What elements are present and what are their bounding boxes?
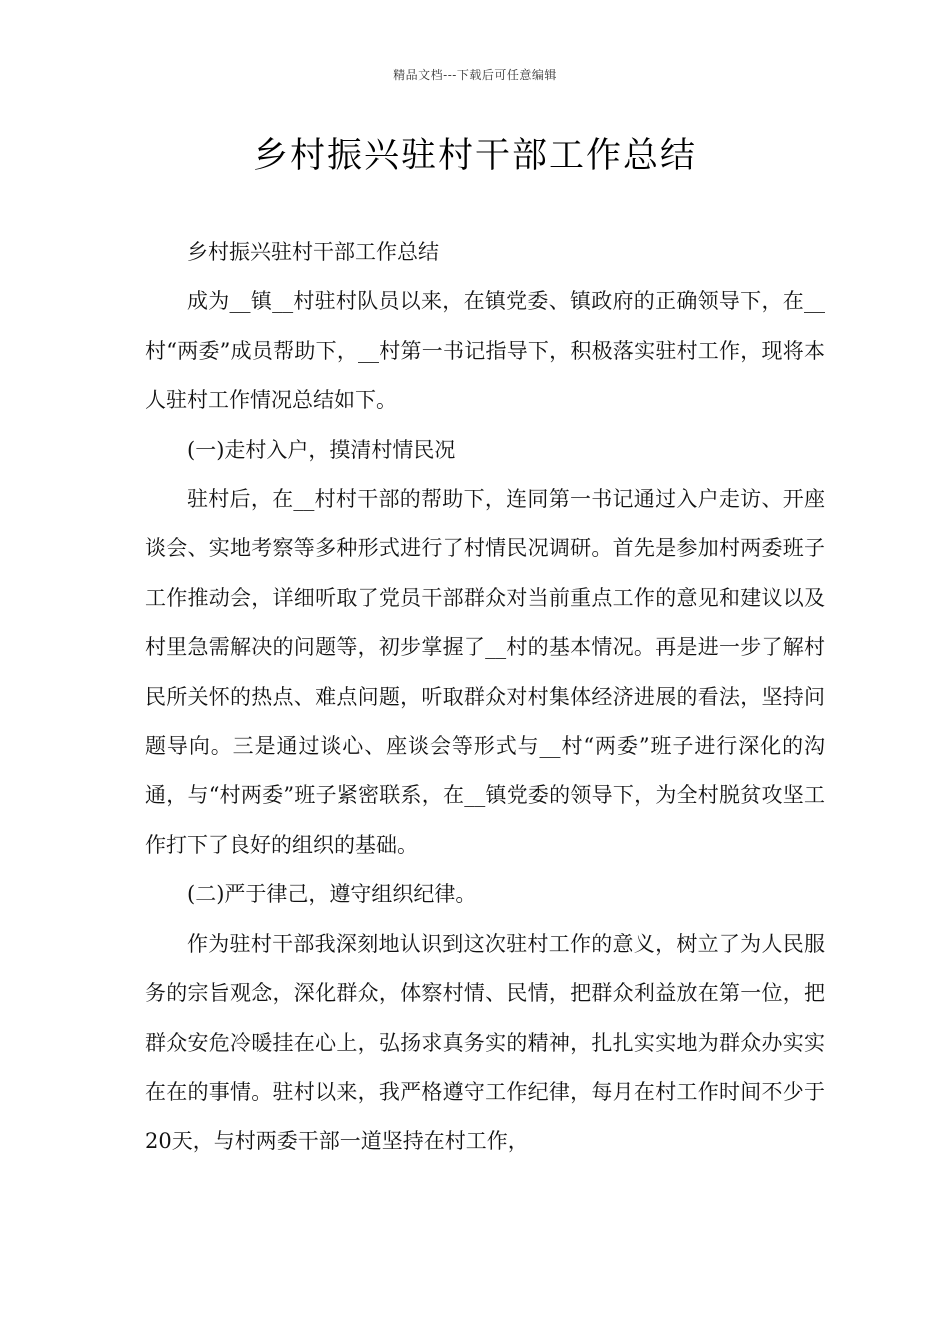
paragraph-section-1: 驻村后，在__村村干部的帮助下，连同第一书记通过入户走访、开座谈会、实地考察等多种形式进行了村情民况调研。首先是参加村两委班子工作推动会，详细听取了党员干部群众对当前重点工作的意见和建议以及村里急需解决的问题等，初步掌握了__村的基本情况。再是进一步了解村民所关怀的热点、难点问题，听取群众对村集体经济进展的看法，坚持问题导向。三是通过谈心、座谈会等形式与__村“两委”班子进行深化的沟通，与“村两委”班子紧密联系，在__镇党委的领导下，为全村脱贫攻坚工作打下了良好的组织的基础。 xyxy=(145,487,825,857)
document-title: 乡村振兴驻村干部工作总结 xyxy=(252,136,697,176)
paragraph-subtitle: 乡村振兴驻村干部工作总结 xyxy=(187,240,439,264)
section-heading-1: (一)走村入户，摸清村情民况 xyxy=(187,437,456,462)
paragraph-section-2: 作为驻村干部我深刻地认识到这次驻村工作的意义，树立了为人民服务的宗旨观念，深化群众，体察村情、民情，把群众利益放在第一位，把群众安危冷暖挂在心上，弘扬求真务实的精神，扎扎实实地为群众办实实在在的事情。驻村以来，我严格遵守工作纪律，每月在村工作时间不少于20天，与村两委干部一道坚持在村工作， xyxy=(145,931,825,1154)
section-heading-2: (二)严于律己，遵守组织纪律。 xyxy=(187,882,477,907)
document-body xyxy=(145,228,825,1167)
header-note: 精品文档---下载后可任意编辑 xyxy=(393,68,557,82)
paragraph-intro: 成为__镇__村驻村队员以来，在镇党委、镇政府的正确领导下，在__村“两委”成员帮助下，__村第一书记指导下，积极落实驻村工作，现将本人驻村工作情况总结如下。 xyxy=(145,289,825,413)
